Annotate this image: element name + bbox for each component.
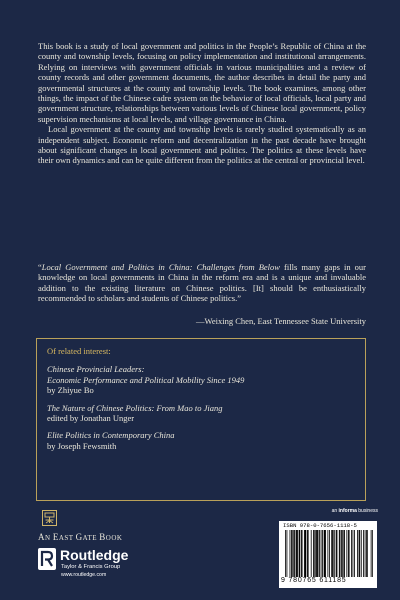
- review-quote: [38, 262, 366, 304]
- related-book-2: [47, 403, 355, 424]
- east-gate-seal-icon: [42, 510, 57, 526]
- barcode-bar: [314, 530, 315, 577]
- barcode-bar: [367, 530, 368, 577]
- publisher-url: www.routledge.com: [61, 572, 107, 578]
- barcode-bar: [297, 530, 298, 577]
- barcode-bar: [357, 530, 358, 577]
- barcode-bar: [336, 530, 337, 577]
- barcode-bar: [325, 530, 326, 577]
- related-book-author: edited by Jonathan Unger: [47, 413, 135, 424]
- barcode-bar: [290, 530, 291, 577]
- barcode-bar: [319, 530, 320, 577]
- barcode-bar: [340, 530, 341, 577]
- barcode-bar: [333, 530, 334, 577]
- quote-open-mark: “: [38, 262, 42, 272]
- barcode-bar: [344, 530, 345, 577]
- barcode-bar: [305, 530, 306, 577]
- barcode-bar: [321, 530, 322, 577]
- publisher-group: Taylor & Francis Group: [61, 564, 121, 570]
- related-book-author: by Zhiyue Bo: [47, 385, 94, 396]
- barcode-bar: [332, 530, 333, 577]
- related-heading: Of related interest:: [47, 346, 111, 356]
- barcode-bar: [296, 530, 297, 577]
- routledge-r-icon: [38, 548, 56, 570]
- barcode-bar: [299, 530, 300, 577]
- barcode-bar: [349, 530, 350, 577]
- related-book-1: [47, 364, 355, 395]
- barcode-bar: [304, 530, 305, 577]
- quote-text: fills many gaps in our knowledge on local governments in China in the reform era and is a unique and invaluable addition to the existing literature on Chinese politics. [It] should be enthusiastically recommended to scholars and students of Chinese politics.”: [38, 262, 366, 304]
- description-paragraph-1: This book is a study of local government and politics in the People’s Republic of China at the county and township levels, focusing on policy implementation and institutional arrangements. Relying on interviews with government officials in various municipalities and a review of county records and other government documents, the author describes in detail the party and governmental structures at the county and township levels. The book examines, among other things, the impact of the Chinese cadre system on the behavior of local officials, local party and government structure, relationships between various levels of Chinese local government, policy supervision mechanisms at local levels, and village governance in China.: [38, 41, 366, 124]
- barcode-bar: [311, 530, 312, 577]
- barcode-bar: [348, 530, 349, 577]
- barcode-bar: [316, 530, 317, 577]
- barcode-bar: [341, 530, 342, 577]
- barcode-bar: [293, 530, 294, 577]
- related-book-title: Elite Politics in Contemporary China: [47, 430, 175, 441]
- barcode-panel: [279, 521, 377, 588]
- barcode-bar: [359, 530, 360, 577]
- barcode-digits: 9 780765 611185: [281, 577, 347, 584]
- barcode-bar: [354, 530, 355, 577]
- description-paragraph-2: Local government at the county and township levels is rarely studied systematically as an independent subject. Economic reform and decentralization in the past decade have brought about significant changes in local government and politics. The politics at these levels have their own dynamics and can be quite different from the politics at the central or provincial level.: [38, 124, 366, 166]
- barcode-bar: [342, 530, 343, 577]
- barcode-bar: [287, 530, 288, 577]
- barcode-bar: [327, 530, 328, 577]
- barcode-bar: [315, 530, 316, 577]
- related-book-title: The Nature of Chinese Politics: From Mao to Jiang: [47, 402, 223, 413]
- barcode-bar: [339, 530, 340, 577]
- related-books-box: [36, 338, 366, 501]
- barcode-bar: [371, 530, 372, 577]
- barcode-bar: [359, 530, 360, 577]
- related-book-subtitle: Economic Performance and Political Mobility Since 1949: [47, 374, 245, 385]
- barcode-bar: [365, 530, 366, 577]
- barcode-bar: [285, 530, 286, 577]
- barcode-bar: [329, 530, 330, 577]
- barcode-bar: [346, 530, 347, 577]
- quote-attribution: —Weixing Chen, East Tennessee State University: [196, 316, 366, 326]
- barcode-bar: [292, 530, 293, 577]
- related-book-3: [47, 430, 355, 451]
- barcode-bar: [324, 530, 325, 577]
- barcode-bar: [372, 530, 373, 577]
- publisher-name: Routledge: [60, 547, 129, 563]
- isbn-label: ISBN 978-0-7656-1118-5: [283, 522, 357, 529]
- barcode-bar: [337, 530, 338, 577]
- barcode-bar: [294, 530, 295, 577]
- imprint-name: AN EAST GATE BOOK: [38, 532, 123, 542]
- barcode-bar: [363, 530, 364, 577]
- barcode-bar: [324, 530, 325, 577]
- barcode-bar: [343, 530, 344, 577]
- barcode-bar: [313, 530, 314, 577]
- barcode-bar: [361, 530, 362, 577]
- barcode-bar: [317, 530, 318, 577]
- quote-book-title: Local Government and Politics in China: Challenges from Below: [41, 262, 280, 272]
- related-book-author: by Joseph Fewsmith: [47, 440, 117, 451]
- barcode-bar: [296, 530, 297, 577]
- barcode-bar: [366, 530, 367, 577]
- barcode-bar: [351, 530, 352, 577]
- barcode-bar: [299, 530, 300, 577]
- informa-business-tag: an informa business: [331, 508, 378, 514]
- barcode-bar: [334, 530, 335, 577]
- book-description: [38, 41, 366, 166]
- related-book-title: Chinese Provincial Leaders:: [47, 364, 145, 375]
- barcode-bar: [301, 530, 302, 577]
- barcode-bar: [331, 530, 332, 577]
- barcode-bar: [353, 530, 354, 577]
- barcode-bar: [302, 530, 303, 577]
- barcode-bar: [308, 530, 309, 577]
- barcode: [285, 530, 373, 577]
- barcode-bar: [291, 530, 292, 577]
- barcode-bar: [305, 530, 306, 577]
- barcode-bar: [318, 530, 319, 577]
- barcode-bar: [322, 530, 323, 577]
- barcode-bar: [307, 530, 308, 577]
